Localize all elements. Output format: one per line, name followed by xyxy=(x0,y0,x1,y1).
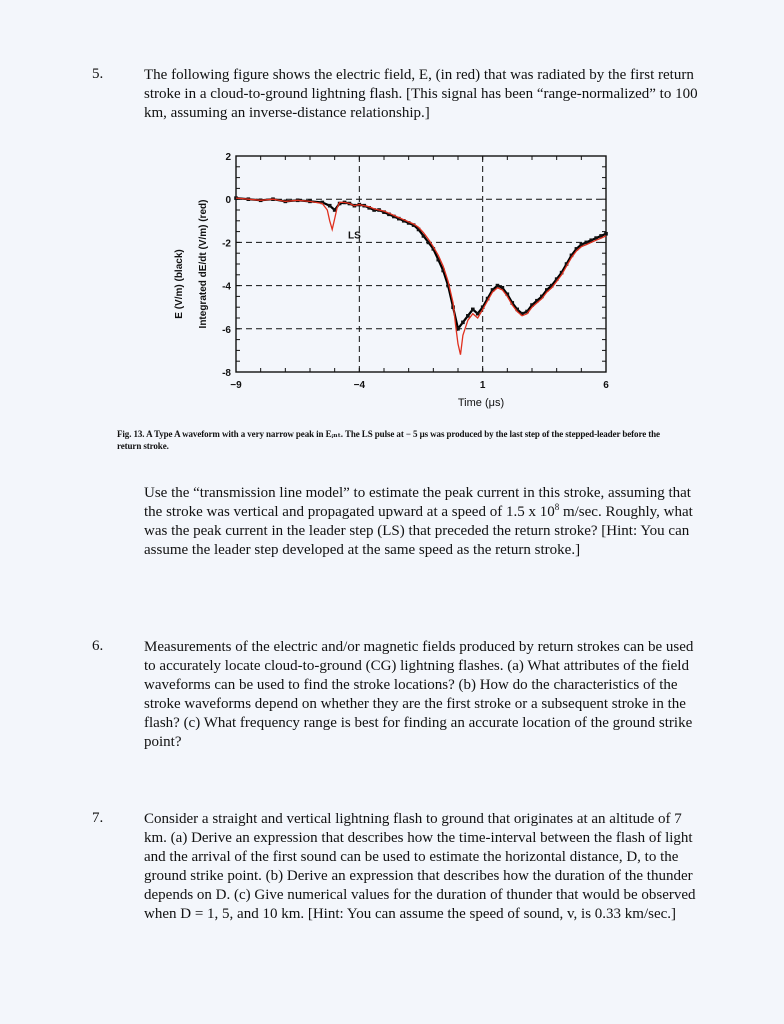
x-tick-label: −4 xyxy=(353,380,366,391)
x-tick-label: 1 xyxy=(479,380,486,391)
x-tick-label: 6 xyxy=(603,380,609,391)
y-tick-label: 0 xyxy=(225,195,231,207)
y-axis-label-outer: E (V/m) (black) xyxy=(174,249,185,319)
problem-6-number: 6. xyxy=(92,638,104,654)
annotation-ls: LS xyxy=(348,230,361,242)
x-axis-label: Time (μs) xyxy=(457,397,505,409)
x-tick-label: −9 xyxy=(230,380,242,391)
series-point xyxy=(604,232,608,236)
problem-5-intro-text: The following figure shows the electric field, E, (in red) that was radiated by the first return stroke in a cloud-to-ground lightning flash. [This signal has been “range-normalized” to 100 km, assuming an inverse-distance relationship.] xyxy=(144,67,698,121)
chart-svg xyxy=(168,146,618,416)
series-point xyxy=(471,308,475,312)
series-point xyxy=(496,284,500,288)
y-tick-label: -6 xyxy=(222,324,231,336)
plot-frame xyxy=(236,156,606,372)
y-tick-label: -2 xyxy=(222,238,231,250)
figure-caption: Fig. 13. A Type A waveform with a very narrow peak in Eᵢₙₜ. The LS pulse at − 5 μs was produced by the last step of the stepped-leader before the return stroke. xyxy=(117,429,660,451)
series-line xyxy=(236,198,606,355)
problem-5-question xyxy=(144,484,704,560)
series-point xyxy=(461,321,465,325)
problem-5-number: 5. xyxy=(92,66,104,82)
question-part2: m/sec. Roughly, what was the peak current in the leader step (LS) that preceded the return stroke? [Hint: You can assume the leader step developed at the same speed as the return stroke.] xyxy=(144,504,693,558)
y-axis-label-inner: Integrated dE/dt (V/m) (red) xyxy=(198,199,209,329)
series-line xyxy=(236,198,606,329)
question-part1: Use the “transmission line model” to estimate the peak current in this stroke, assuming that the stroke was vertical and propagated upward at a speed of 1.5 x 10 xyxy=(144,485,691,520)
y-tick-label: 2 xyxy=(225,152,231,163)
series-point xyxy=(328,204,332,208)
speed-exponent: 8 xyxy=(554,502,560,512)
problem-6-text: Measurements of the electric and/or magnetic fields produced by return strokes can be used to accurately locate cloud-to-ground (CG) lightning flashes. (a) What attributes of the field waveforms can be used to find the stroke locations? (b) How do the characteristics of the stroke waveforms depend on whether they are the first stroke or a subsequent stroke in the flash? (c) What frequency range is best for finding an accurate location of the ground strike point? xyxy=(144,639,694,750)
problem-7-text: Consider a straight and vertical lightning flash to ground that originates at an altitude of 7 km. (a) Derive an expression that describes how the time-interval between the flash of light and the arrival of the first sound can be used to estimate the horizontal distance, D, to the ground strike point. (b) Derive an expression that describes how the duration of the thunder depends on D. (c) Give numerical values for the duration of thunder that would be observed when D = 1, 5, and 10 km. [Hint: You can assume the speed of sound, v, is 0.33 km/sec.] xyxy=(144,811,696,922)
figure-electric-field-chart xyxy=(168,146,618,416)
y-tick-label: -8 xyxy=(222,368,231,379)
problem-5-intro xyxy=(144,66,704,123)
y-tick-label: -4 xyxy=(222,281,231,293)
series-point xyxy=(466,314,470,318)
problem-5-question-text xyxy=(144,484,704,560)
problem-7-number: 7. xyxy=(92,810,104,826)
